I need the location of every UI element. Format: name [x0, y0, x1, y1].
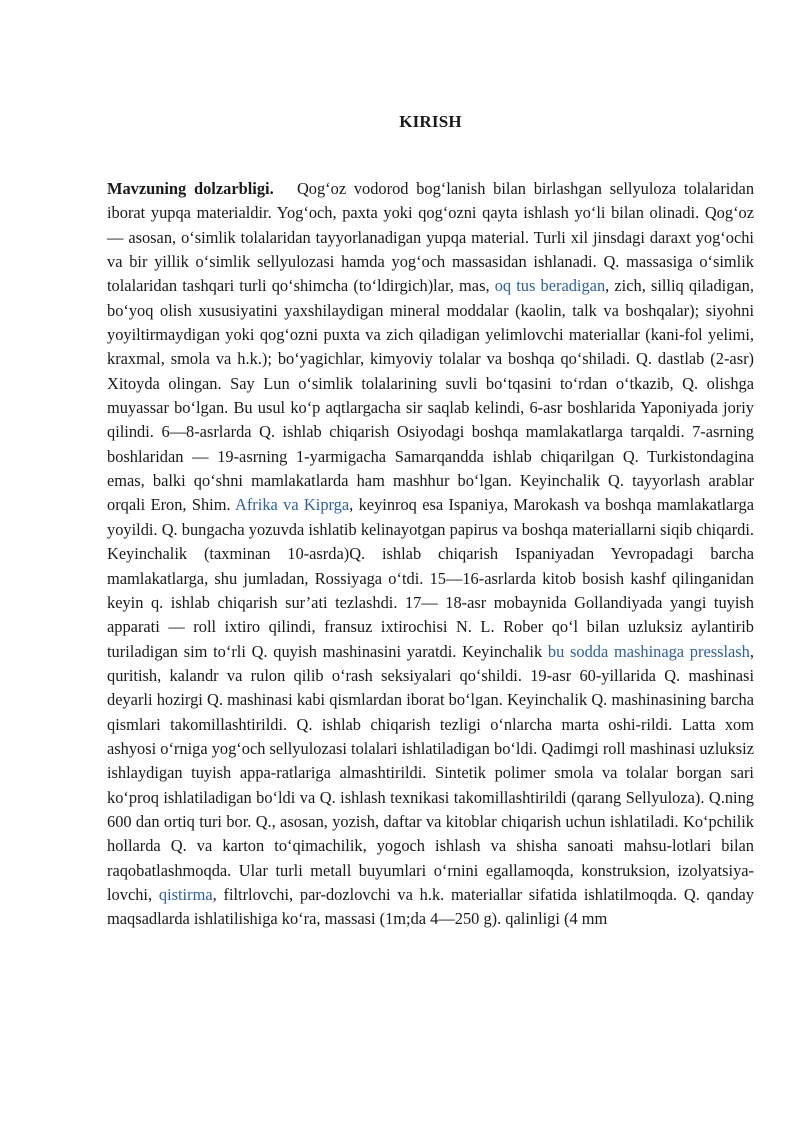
link-oq-tus-beradigan[interactable]: oq tus beradigan — [494, 276, 606, 296]
section-lead: Mavzuning dolzarbligi. — [107, 179, 274, 198]
text-segment: filtrlovchi, par-dozlovchi va h.k. materiallar sifatida ishlatilmoqda. Q. qanday maqsadlarda ishlatilishiga ko‘ra, massasi (1m;da 4—250 g). qalinligi (4 mm — [107, 884, 754, 929]
text-segment: keyinroq esa Ispaniya, Marokash va boshqa mamlakatlarga yoyildi. Q. bungacha yozuvda ishlatib kelinayotgan papirus va boshqa materiallarni siqib chiqardi. Keyinchalik (taxminan 10-asrda)Q. ishlab chiqarish Ispaniyadan Yevropadagi barcha mamlakatlarga, shu jumladan, Rossiyaga o‘tdi. 15—16-asrlarda kitob bosish kashf qilinganidan keyin q. ishlab chiqarish sur’ati tezlashdi. 17— 18-asr mobaynida Gollandiyada yangi tuyish apparati — roll ixtiro qilindi, fransuz ixtirochisi N. L. Rober qo‘l bilan uzluksiz aylantirib turiladigan sim to‘rli Q. quyish mashinasini yaratdi. Keyinchalik — [107, 495, 754, 661]
body-paragraph: Mavzuning dolzarbligi. Qog‘oz vodorod bog‘lanish bilan birlashgan sellyuloza tolalaridan iborat yupqa materialdir. Yog‘och, paxta yoki qog‘ozni qayta ishlash yo‘li bilan olinadi. Qog‘oz — asosan, o‘simlik tolalaridan tayyorlanadigan yupqa material. Turli xil jinsdagi daraxt yog‘ochi va bir yillik o‘simlik sellyulozasi hamda yog‘och massasidan ishlanadi. Q. massasiga o‘simlik tolalaridan tashqari turli qo‘shimcha (to‘ldirgich)lar, mas, oq tus beradigan, zich, silliq qiladigan, bo‘yoq olish xususiyatini yaxshilaydigan mineral moddalar (kaolin, talk va boshqalar); siyohni yoyiltirmaydigan yoki qog‘ozni puxta va zich qiladigan yelimlovchi materiallar (kani-fol yelimi, kraxmal, smola va h.k.); bo‘yagichlar, kimyoviy tolalar va boshqa qo‘shiladi. Q. dastlab (2-asr) Xitoyda olingan. Say Lun o‘simlik tolalarining suvli bo‘tqasini to‘rdan o‘tkazib, Q. olishga muyassar bo‘lgan. Bu usul ko‘p aqtlargacha sir saqlab kelindi, 6-asr boshlarida Yaponiyada joriy qilindi. 6—8-asrlarda Q. ishlab chiqarish Osiyodagi boshqa mamlakatlarga tarqaldi. 7-asrning boshlaridan — 19-asrning 1-yarmigacha Samarqandda ishlab chiqarilgan Q. Turkistondagina emas, balki qo‘shni mamlakatlarda ham mashhur bo‘lgan. Keyinchalik Q. tayyorlash arablar orqali Eron, Shim. Afrika va Kiprga, keyinroq esa Ispaniya, Marokash va boshqa mamlakatlarga yoyildi. Q. bungacha yozuvda ishlatib kelinayotgan papirus va boshqa materiallarni siqib chiqardi. Keyinchalik (taxminan 10-asrda)Q. ishlab chiqarish Ispaniyadan Yevropadagi barcha mamlakatlarga, shu jumladan, Rossiyaga o‘tdi. 15—16-asrlarda kitob bosish kashf qilinganidan keyin q. ishlab chiqarish sur’ati tezlashdi. 17— 18-asr mobaynida Gollandiyada yangi tuyish apparati — roll ixtiro qilindi, fransuz ixtirochisi N. L. Rober qo‘l bilan uzluksiz aylantirib turiladigan sim to‘rli Q. quyish mashinasini yaratdi. Keyinchalik bu sodda mashinaga presslash, quritish, kalandr va rulon qilib o‘rash seksiyalari qo‘shildi. 19-asr 60-yillarida Q. mashinasi deyarli hozirgi Q. mashinasi kabi qismlardan iborat bo‘lgan. Keyinchalik Q. mashinasining barcha qismlari takomillashtirildi. Q. ishlab chiqarish tezligi o‘nlarcha marta oshi-rildi. Latta xom ashyosi o‘rniga yog‘och sellyulozasi tolalari ishlatiladigan bo‘ldi. Qadimgi roll mashinasi uzluksiz ishlaydigan tuyish appa-ratlariga almashtirildi. Sintetik polimer smola va tolalar borgan sari ko‘proq ishlatiladigan bo‘ldi va Q. ishlash texnikasi takomillashtirildi (qarang Sellyuloza). Q.ning 600 dan ortiq turi bor. Q., asosan, yozish, daftar va kitoblar chiqarish uchun ishlatiladi. Ko‘pchilik hollarda Q. va karton to‘qimachilik, yogoch ishlash va shisha sanoati mahsu-lotlari bilan raqobatlashmoqda. Ular turli metall buyumlari o‘rnini egallamoqda, konstruksion, izolyatsiya-lovchi, qistirma, filtrlovchi, par-dozlovchi va h.k. materiallar sifatida ishlatilmoqda. Q. qanday maqsadlarda ishlatilishiga ko‘ra, massasi (1m;da 4—250 g). qalinligi (4 mm — [107, 179, 755, 929]
link-qistirma[interactable]: qistirma — [158, 884, 213, 904]
link-presslash[interactable]: bu sodda mashinaga presslash — [547, 641, 750, 661]
text-segment: quritish, kalandr va rulon qilib o‘rash seksiyalari qo‘shildi. 19-asr 60-yillarida Q. mashinasi deyarli hozirgi Q. mashinasi kabi qismlardan iborat bo‘lgan. Keyinchalik Q. mashinasining barcha qismlari takomillashtirildi. Q. ishlab chiqarish tezligi o‘nlarcha marta oshi-rildi. Latta xom ashyosi o‘rniga yog‘och sellyulozasi tolalari ishlatiladigan bo‘ldi. Qadimgi roll mashinasi uzluksiz ishlaydigan tuyish appa-ratlariga almashtirildi. Sintetik polimer smola va tolalar borgan sari ko‘proq ishlatiladigan bo‘ldi va Q. ishlash texnikasi takomillashtirildi (qarang Sellyuloza). Q.ning 600 dan ortiq turi bor. Q., asosan, yozish, daftar va kitoblar chiqarish uchun ishlatiladi. Ko‘pchilik hollarda Q. va karton to‘qimachilik, yogoch ishlash va shisha sanoati mahsu-lotlari bilan raqobatlashmoqda. Ular turli metall buyumlari o‘rnini egallamoqda, konstruksion, izolyatsiya-lovchi, — [107, 665, 754, 904]
link-afrika-va-kiprga[interactable]: Afrika va Kiprga — [235, 495, 350, 515]
text-segment: zich, silliq qiladigan, bo‘yoq olish xususiyatini yaxshilaydigan mineral moddalar (kaolin, talk va boshqalar); siyohni yoyiltirmaydigan yoki qog‘ozni puxta va zich qiladigan yelimlovchi materiallar (kani-fol yelimi, kraxmal, smola va h.k.); bo‘yagichlar, kimyoviy tolalar va boshqa qo‘shiladi. Q. dastlab (2-asr) Xitoyda olingan. Say Lun o‘simlik tolalarining suvli bo‘tqasini to‘rdan o‘tkazib, Q. olishga muyassar bo‘lgan. Bu usul ko‘p aqtlargacha sir saqlab kelindi, 6-asr boshlarida Yaponiyada joriy qilindi. 6—8-asrlarda Q. ishlab chiqarish Osiyodagi boshqa mamlakatlarga tarqaldi. 7-asrning boshlaridan — 19-asrning 1-yarmigacha Samarqandda ishlab chiqarilgan Q. Turkistondagina emas, balki qo‘shni mamlakatlarda ham mashhur bo‘lgan. Keyinchalik Q. tayyorlash arablar orqali Eron, Shim. — [107, 276, 754, 515]
page-title: KIRISH — [399, 112, 462, 131]
text-segment: Qog‘oz vodorod bog‘lanish bilan birlashgan sellyuloza tolalaridan iborat yupqa materialdir. Yog‘och, paxta yoki qog‘ozni qayta ishlash yo‘li bilan olinadi. Qog‘oz — asosan, o‘simlik tolalaridan tayyorlanadigan yupqa material. Turli xil jinsdagi daraxt yog‘ochi va bir yillik o‘simlik sellyulozasi hamda yog‘och massasidan ishlanadi. Q. massasiga o‘simlik tolalaridan tashqari turli qo‘shimcha (to‘ldirgich)lar, mas, — [107, 179, 755, 296]
